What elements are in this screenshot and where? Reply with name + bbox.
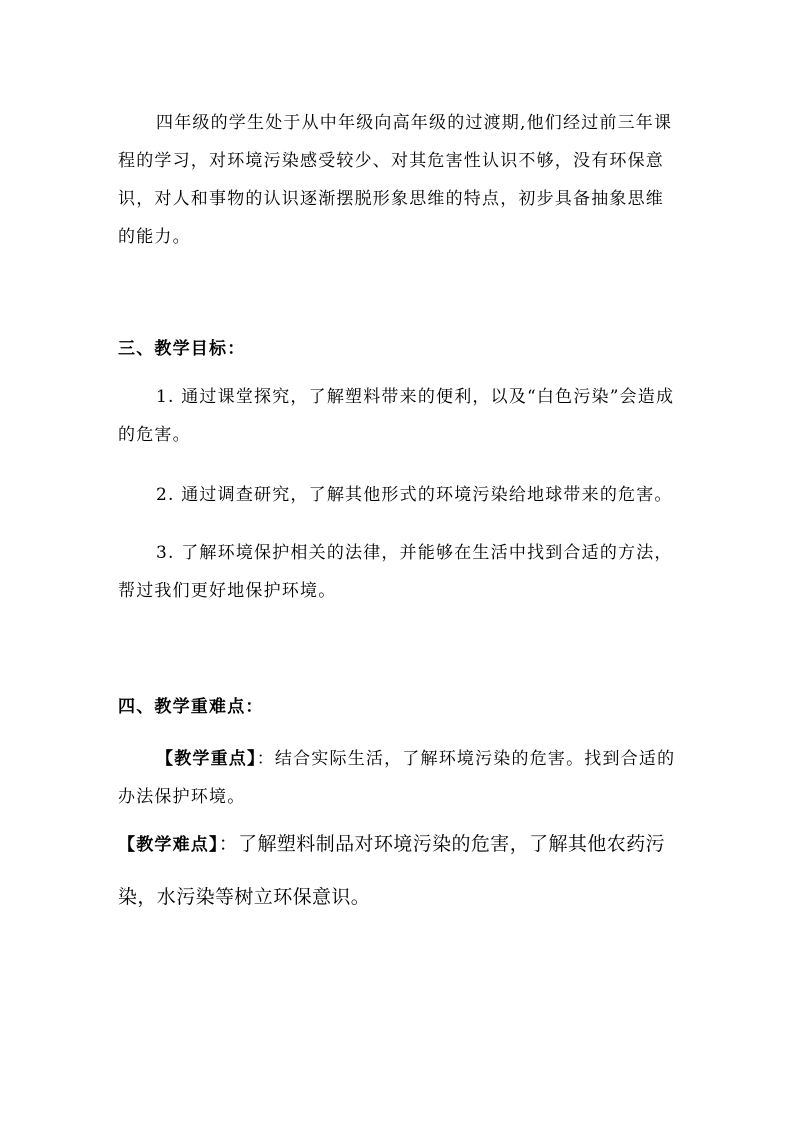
key-point-paragraph xyxy=(118,740,678,816)
objective-item-2: 2. 通过调查研究，了解其他形式的环境污染给地球带来的危害。 xyxy=(156,485,673,505)
difficult-point-text: ：了解塑料制品对环境污染的危害，了解其他农药污染，水污染等树立环保意识。 xyxy=(118,833,665,908)
key-point-label: 【教学重点】 xyxy=(156,749,257,769)
difficult-point-paragraph xyxy=(118,818,678,923)
key-point-text: ：结合实际生活，了解环境污染的危害。找到合适的办法保护环境。 xyxy=(118,749,676,807)
objective-item-1: 1. 通过课堂探究，了解塑料带来的便利，以及“白色污染”会造成的危害。 xyxy=(118,387,675,445)
section-3-title: 三、教学目标： xyxy=(118,339,246,359)
section-4-title: 四、教学重难点： xyxy=(118,697,264,717)
difficult-point-label: 【教学难点】 xyxy=(118,835,219,855)
objective-item-3: 3. 了解环境保护相关的法律，并能够在生活中找到合适的方法，帮过我们更好地保护环境。 xyxy=(118,543,673,601)
intro-paragraph: 四年级的学生处于从中年级向高年级的过渡期,他们经过前三年课程的学习，对环境污染感受较少、对其危害性认识不够，没有环保意识，对人和事物的认识逐渐摆脱形象思维的特点，初步具备抽象思维的能力。 xyxy=(118,113,673,247)
